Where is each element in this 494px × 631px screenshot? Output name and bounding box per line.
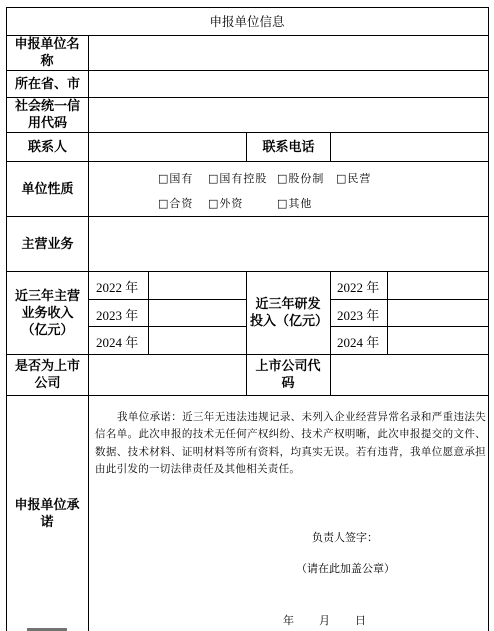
year-divider — [88, 299, 246, 300]
label-listed-code: 上市公司代码 — [255, 359, 321, 391]
option-other[interactable]: □其他 — [277, 197, 313, 210]
revenue-year-2024: 2024 年 — [96, 335, 139, 350]
option-state-controlled[interactable]: □国有控股 — [208, 172, 268, 185]
label-contact: 联系人 — [27, 139, 67, 155]
year-divider — [330, 326, 488, 327]
mid-label-right-divider — [330, 271, 331, 395]
label-listed: 是否为上市公司 — [14, 359, 80, 391]
signature-label: 负责人签字： — [312, 531, 378, 544]
date-line: 年 月 日 — [283, 614, 367, 627]
mid-label-left-divider — [246, 271, 247, 395]
revenue-year-2022: 2022 年 — [96, 280, 139, 295]
option-private[interactable]: □民营 — [336, 172, 372, 185]
commitment-text — [95, 409, 486, 478]
label-unit-nature: 单位性质 — [21, 181, 74, 197]
year-value-divider — [387, 271, 388, 354]
option-joint-venture[interactable]: □合资 — [158, 197, 194, 210]
table-border-left — [6, 7, 7, 631]
mid-label-right-divider — [330, 132, 331, 161]
revenue-year-2023: 2023 年 — [96, 308, 139, 323]
year-divider — [330, 299, 488, 300]
table-border-right — [488, 7, 489, 631]
rd-year-2023: 2023 年 — [337, 308, 380, 323]
seal-note: （请在此加盖公章） — [296, 562, 395, 575]
label-column-divider — [88, 35, 89, 631]
label-unit-name: 申报单位名称 — [14, 37, 80, 69]
label-revenue: 近三年主营业务收入（亿元） — [14, 288, 80, 338]
label-commitment: 申报单位承诺 — [14, 497, 80, 530]
option-joint-stock[interactable]: □股份制 — [277, 172, 325, 185]
label-rd-investment: 近三年研发投入（亿元） — [250, 297, 329, 329]
label-main-business: 主营业务 — [21, 236, 74, 252]
rd-year-2024: 2024 年 — [337, 335, 380, 350]
rd-year-2022: 2022 年 — [337, 280, 380, 295]
table-title: 申报单位信息 — [209, 14, 285, 29]
year-value-divider — [148, 271, 149, 354]
label-province-city: 所在省、市 — [14, 76, 80, 92]
year-divider — [88, 326, 246, 327]
label-credit-code: 社会统一信用代码 — [14, 99, 80, 131]
label-contact-phone: 联系电话 — [262, 139, 315, 155]
option-state-owned[interactable]: □国有 — [158, 172, 194, 185]
option-foreign[interactable]: □外资 — [208, 197, 244, 210]
commitment-paragraph: 我单位承诺：近三年无违法违规记录、未列入企业经营异常名录和严重违法失信名单。此次申报的技术无任何产权纠纷、技术产权明晰，此次申报提交的文件、数据、技术材料、证明材料等所有资料，均真实无误。若有违背，我单位愿意承担由此引发的一切法律责任及其他相关责任。 — [95, 411, 486, 475]
